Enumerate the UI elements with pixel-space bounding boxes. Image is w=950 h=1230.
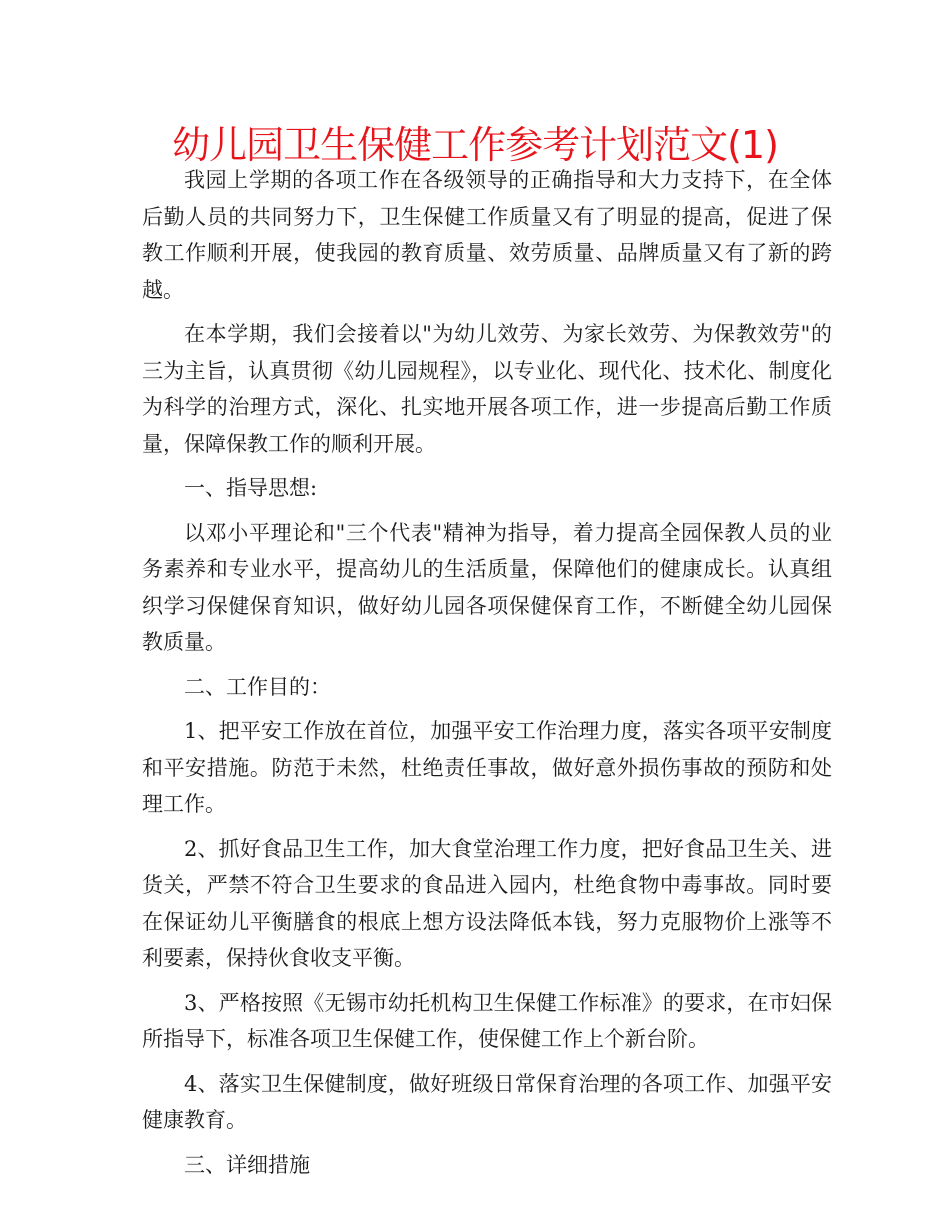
section-heading-guiding-ideology: 一、指导思想: [184,476,318,500]
paragraph-intro: 我园上学期的各项工作在各级领导的正确指导和大力支持下，在全体后勤人员的共同努力下，卫生保健工作质量又有了明显的提高，促进了保教工作顺利开展，使我园的教育质量、效劳质量、品牌质量又有了新的跨越。 [142,168,832,302]
document-body [142,162,832,1191]
goal-item-4: 4、落实卫生保健制度，做好班级日常保育治理的各项工作、加强平安健康教育。 [142,1071,832,1132]
goal-item-1: 1、把平安工作放在首位，加强平安工作治理力度，落实各项平安制度和平安措施。防范于未然，杜绝责任事故，做好意外损伤事故的预防和处理工作。 [142,719,832,816]
document-title: 幼儿园卫生保健工作参考计划范文(1) [172,123,778,167]
paragraph-semester-plan: 在本学期，我们会接着以"为幼儿效劳、为家长效劳、为保教效劳"的三为主旨，认真贯彻《幼儿园规程》，以专业化、现代化、技术化、制度化为科学的治理方式，深化、扎实地开展各项工作，进一步提高后勤工作质量，保障保教工作的顺利开展。 [142,322,832,456]
paragraph-guiding-ideology: 以邓小平理论和"三个代表"精神为指导，着力提高全园保教人员的业务素养和专业水平，提高幼儿的生活质量，保障他们的健康成长。认真组织学习保健保育知识，做好幼儿园各项保健保育工作，不断健全幼儿园保教质量。 [142,520,832,654]
goal-item-3: 3、严格按照《无锡市幼托机构卫生保健工作标准》的要求，在市妇保所指导下，标准各项卫生保健工作，使保健工作上个新台阶。 [142,990,832,1051]
section-heading-detailed-measures: 三、详细措施 [184,1152,310,1177]
section-heading-work-goals: 二、工作目的： [184,674,331,699]
goal-item-2: 2、抓好食品卫生工作，加大食堂治理工作力度，把好食品卫生关、进货关，严禁不符合卫生要求的食品进入园内，杜绝食物中毒事故。同时要在保证幼儿平衡膳食的根底上想方设法降低本钱，努力克服物价上涨等不利要素，保持伙食收支平衡。 [142,836,832,970]
